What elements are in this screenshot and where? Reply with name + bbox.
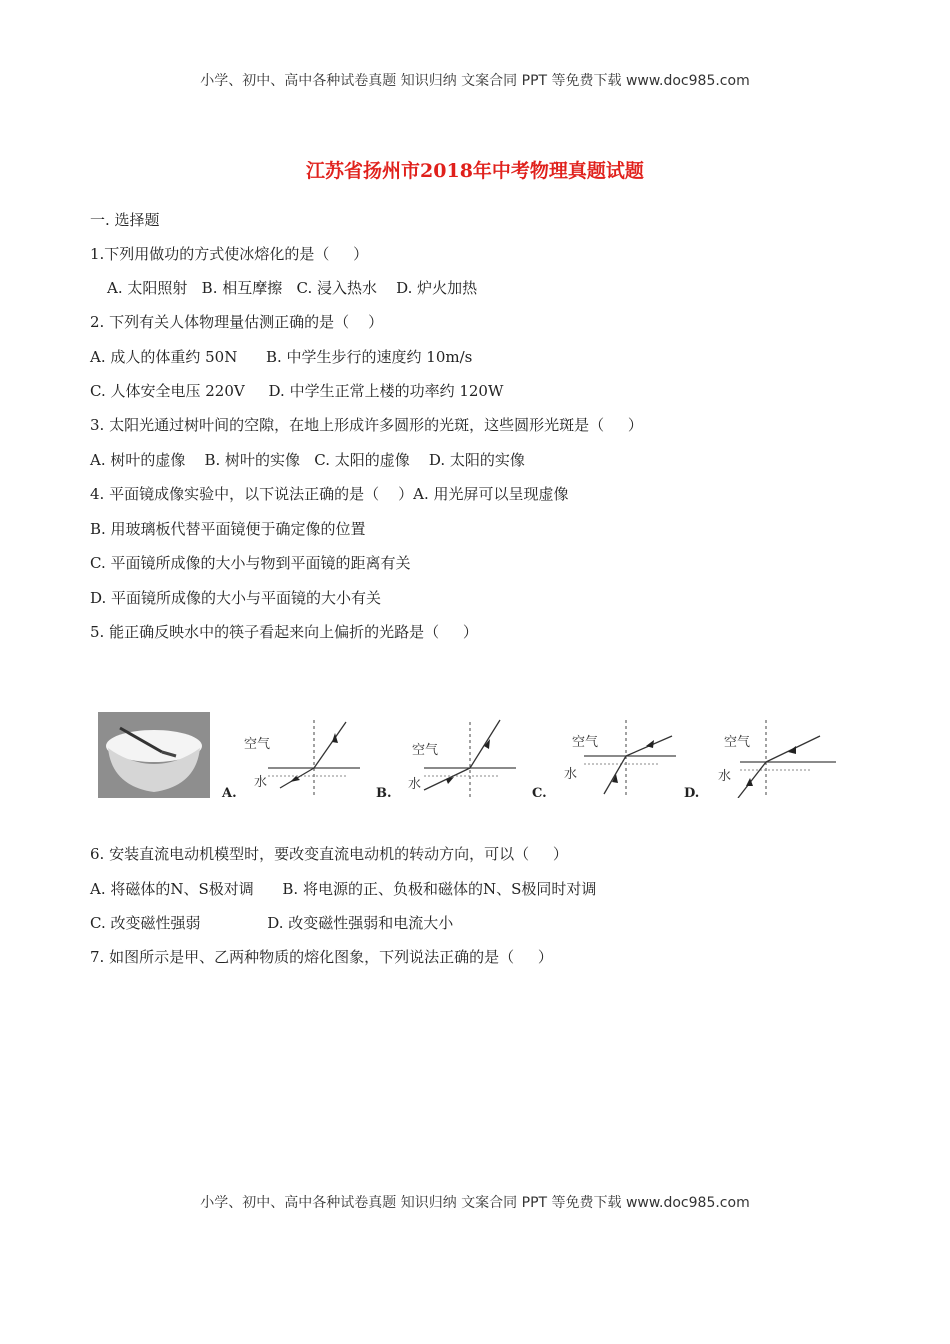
- question-1-options: A. 太阳照射 B. 相互摩擦 C. 浸入热水 D. 炉火加热: [107, 279, 478, 297]
- diagram-b: [394, 706, 524, 802]
- question-4-option-c: C. 平面镜所成像的大小与物到平面镜的距离有关: [90, 554, 411, 572]
- question-5: 5. 能正确反映水中的筷子看起来向上偏折的光路是（ ）: [90, 623, 478, 641]
- air-label: 空气: [244, 737, 271, 752]
- bowl-photo: [98, 712, 210, 798]
- diagram-c: [554, 706, 684, 802]
- option-b-label: B.: [376, 786, 392, 801]
- question-1: 1.下列用做功的方式使冰熔化的是（ ）: [90, 245, 369, 263]
- air-label: 空气: [412, 743, 439, 758]
- water-label: 水: [718, 769, 732, 784]
- question-2: 2. 下列有关人体物理量估测正确的是（ ）: [90, 313, 384, 331]
- option-c-label: C.: [532, 786, 547, 801]
- question-4-option-d: D. 平面镜所成像的大小与平面镜的大小有关: [90, 589, 382, 607]
- water-label: 水: [564, 767, 578, 782]
- page-header: 小学、初中、高中各种试卷真题 知识归纳 文案合同 PPT 等免费下载 www.doc985.com: [200, 73, 750, 89]
- diagram-d: [710, 706, 840, 802]
- section-heading: 一. 选择题: [90, 211, 160, 229]
- air-label: 空气: [572, 735, 599, 750]
- question-5-figure: [98, 706, 838, 806]
- question-6-options-cd: C. 改变磁性强弱 D. 改变磁性强弱和电流大小: [90, 914, 454, 932]
- option-d-label: D.: [684, 786, 700, 801]
- question-6: 6. 安装直流电动机模型时，要改变直流电动机的转动方向，可以（ ）: [90, 845, 568, 863]
- question-4: 4. 平面镜成像实验中，以下说法正确的是（ ）A. 用光屏可以呈现虚像: [90, 485, 569, 503]
- question-7: 7. 如图所示是甲、乙两种物质的熔化图象，下列说法正确的是（ ）: [90, 948, 553, 966]
- question-3-options: A. 树叶的虚像 B. 树叶的实像 C. 太阳的虚像 D. 太阳的实像: [90, 451, 525, 469]
- question-4-option-b: B. 用玻璃板代替平面镜便于确定像的位置: [90, 520, 366, 538]
- question-3: 3. 太阳光通过树叶间的空隙，在地上形成许多圆形的光斑，这些圆形光斑是（ ）: [90, 416, 643, 434]
- question-2-options-cd: C. 人体安全电压 220V D. 中学生正常上楼的功率约 120W: [90, 382, 504, 400]
- question-2-options-ab: A. 成人的体重约 50N B. 中学生步行的速度约 10m/s: [90, 348, 473, 366]
- question-6-options-ab: A. 将磁体的N、S极对调 B. 将电源的正、负极和磁体的N、S极同时对调: [90, 880, 597, 898]
- page-footer: 小学、初中、高中各种试卷真题 知识归纳 文案合同 PPT 等免费下载 www.doc985.com: [200, 1195, 750, 1211]
- water-label: 水: [408, 777, 422, 792]
- air-label: 空气: [724, 735, 751, 750]
- diagram-a: [234, 706, 364, 802]
- page-title: 江苏省扬州市2018年中考物理真题试题: [306, 160, 644, 182]
- option-a-label: A.: [222, 786, 237, 801]
- water-label: 水: [254, 775, 268, 790]
